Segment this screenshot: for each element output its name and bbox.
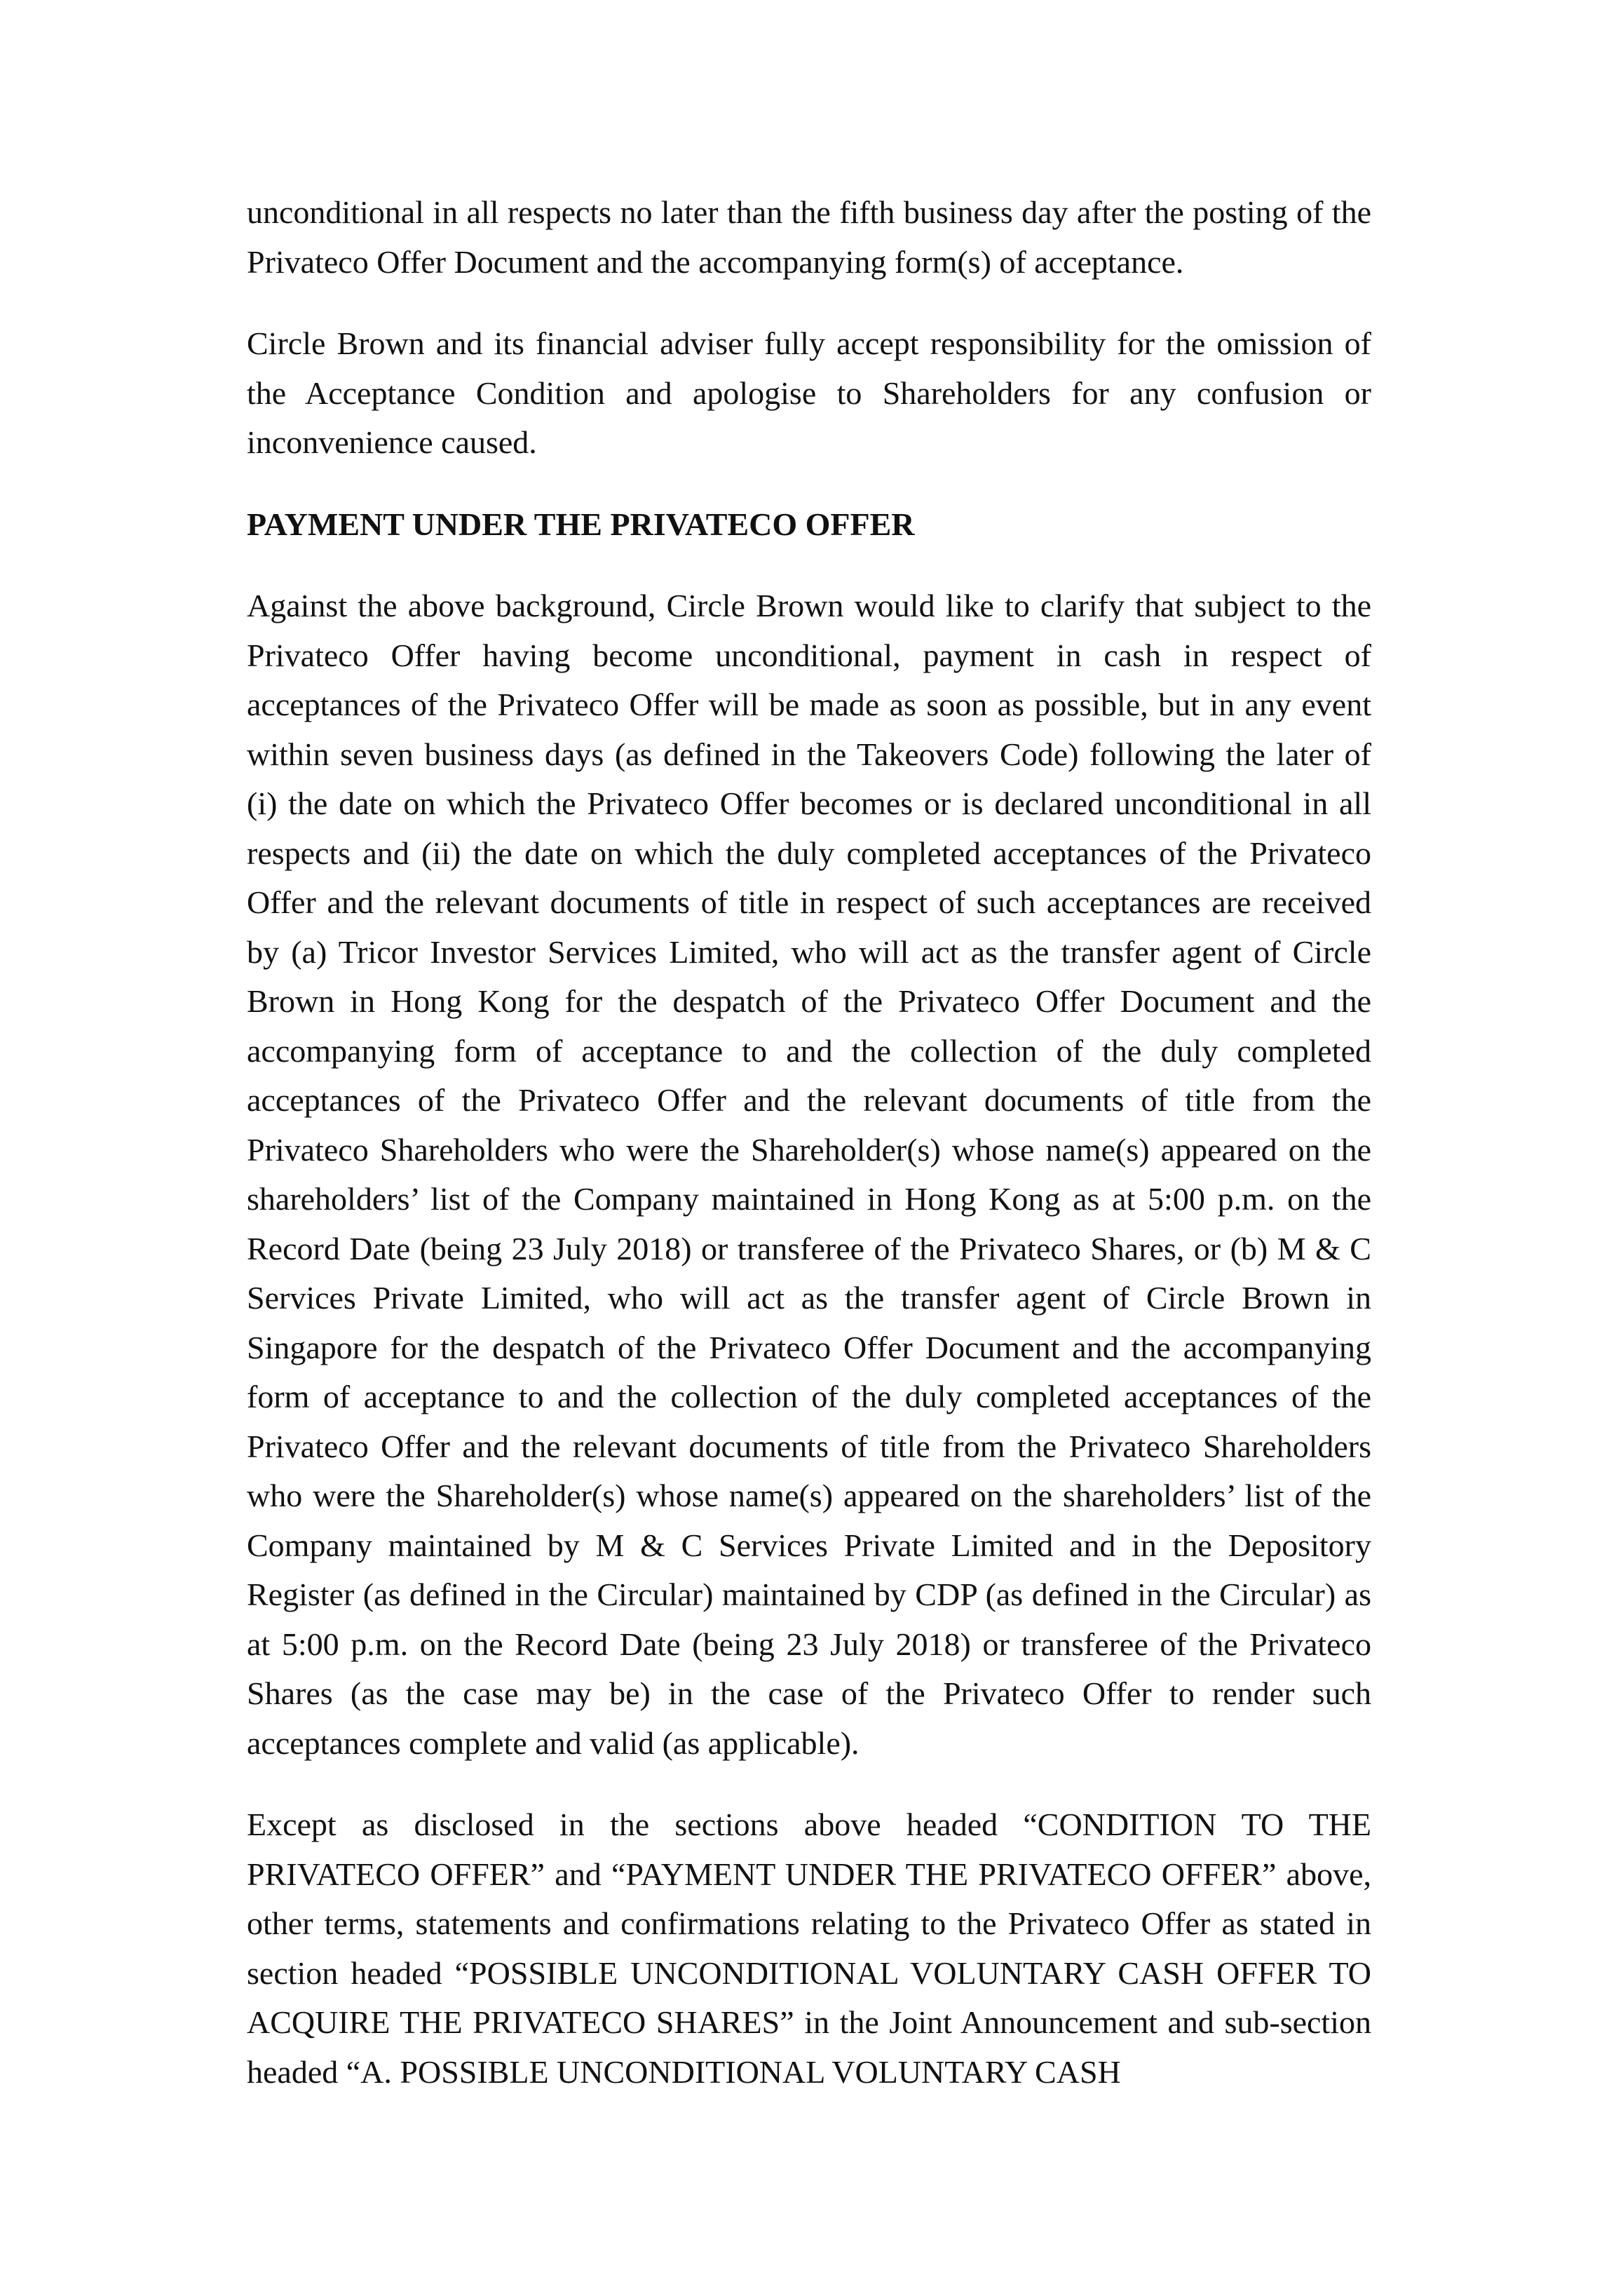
- paragraph-unconditional: unconditional in all respects no later than the fifth business day after the posting of the Privateco Offer Document and the accompanying form(s) of acceptance.: [247, 194, 1371, 280]
- section-heading-payment: PAYMENT UNDER THE PRIVATECO OFFER: [247, 506, 915, 542]
- paragraph-payment-terms: Against the above background, Circle Brown would like to clarify that subject to the Privateco Offer having become unconditional, payment in cash in respect of acceptances of the Privateco Offer will be made as soon as possible, but in any event within seven business days (as defined in the Takeovers Code) following the later of (i) the date on which the Privateco Offer becomes or is declared unconditional in all respects and (ii) the date on which the duly completed acceptances of the Privateco Offer and the relevant documents of title in respect of such acceptances are received by (a) Tricor Investor Services Limited, who will act as the transfer agent of Circle Brown in Hong Kong for the despatch of the Privateco Offer Document and the accompanying form of acceptance to and the collection of the duly completed acceptances of the Privateco Offer and the relevant documents of title from the Privateco Shareholders who were the Shareholder(s) whose name(s) appeared on the shareholders’ list of the Company maintained in Hong Kong as at 5:00 p.m. on the Record Date (being 23 July 2018) or transferee of the Privateco Shares, or (b) M & C Services Private Limited, who will act as the transfer agent of Circle Brown in Singapore for the despatch of the Privateco Offer Document and the accompanying form of acceptance to and the collection of the duly completed acceptances of the Privateco Offer and the relevant documents of title from the Privateco Shareholders who were the Shareholder(s) whose name(s) appeared on the shareholders’ list of the Company maintained by M & C Services Private Limited and in the Depository Register (as defined in the Circular) maintained by CDP (as defined in the Circular) as at 5:00 p.m. on the Record Date (being 23 July 2018) or transferee of the Privateco Shares (as the case may be) in the case of the Privateco Offer to render such acceptances complete and valid (as applicable).: [247, 588, 1371, 1761]
- paragraph-responsibility: Circle Brown and its financial adviser fully accept responsibility for the omission of the Acceptance Condition and apologise to Shareholders for any confusion or inconvenience caused.: [247, 325, 1371, 460]
- paragraph-except-disclosed: Except as disclosed in the sections above headed “CONDITION TO THE PRIVATECO OFFER” and “PAYMENT UNDER THE PRIVATECO OFFER” above, other terms, statements and confirmations relating to the Privateco Offer as stated in section headed “POSSIBLE UNCONDITIONAL VOLUNTARY CASH OFFER TO ACQUIRE THE PRIVATECO SHARES” in the Joint Announcement and sub-section headed “A. POSSIBLE UNCONDITIONAL VOLUNTARY CASH: [247, 1807, 1371, 2090]
- document-body: [247, 188, 1371, 2097]
